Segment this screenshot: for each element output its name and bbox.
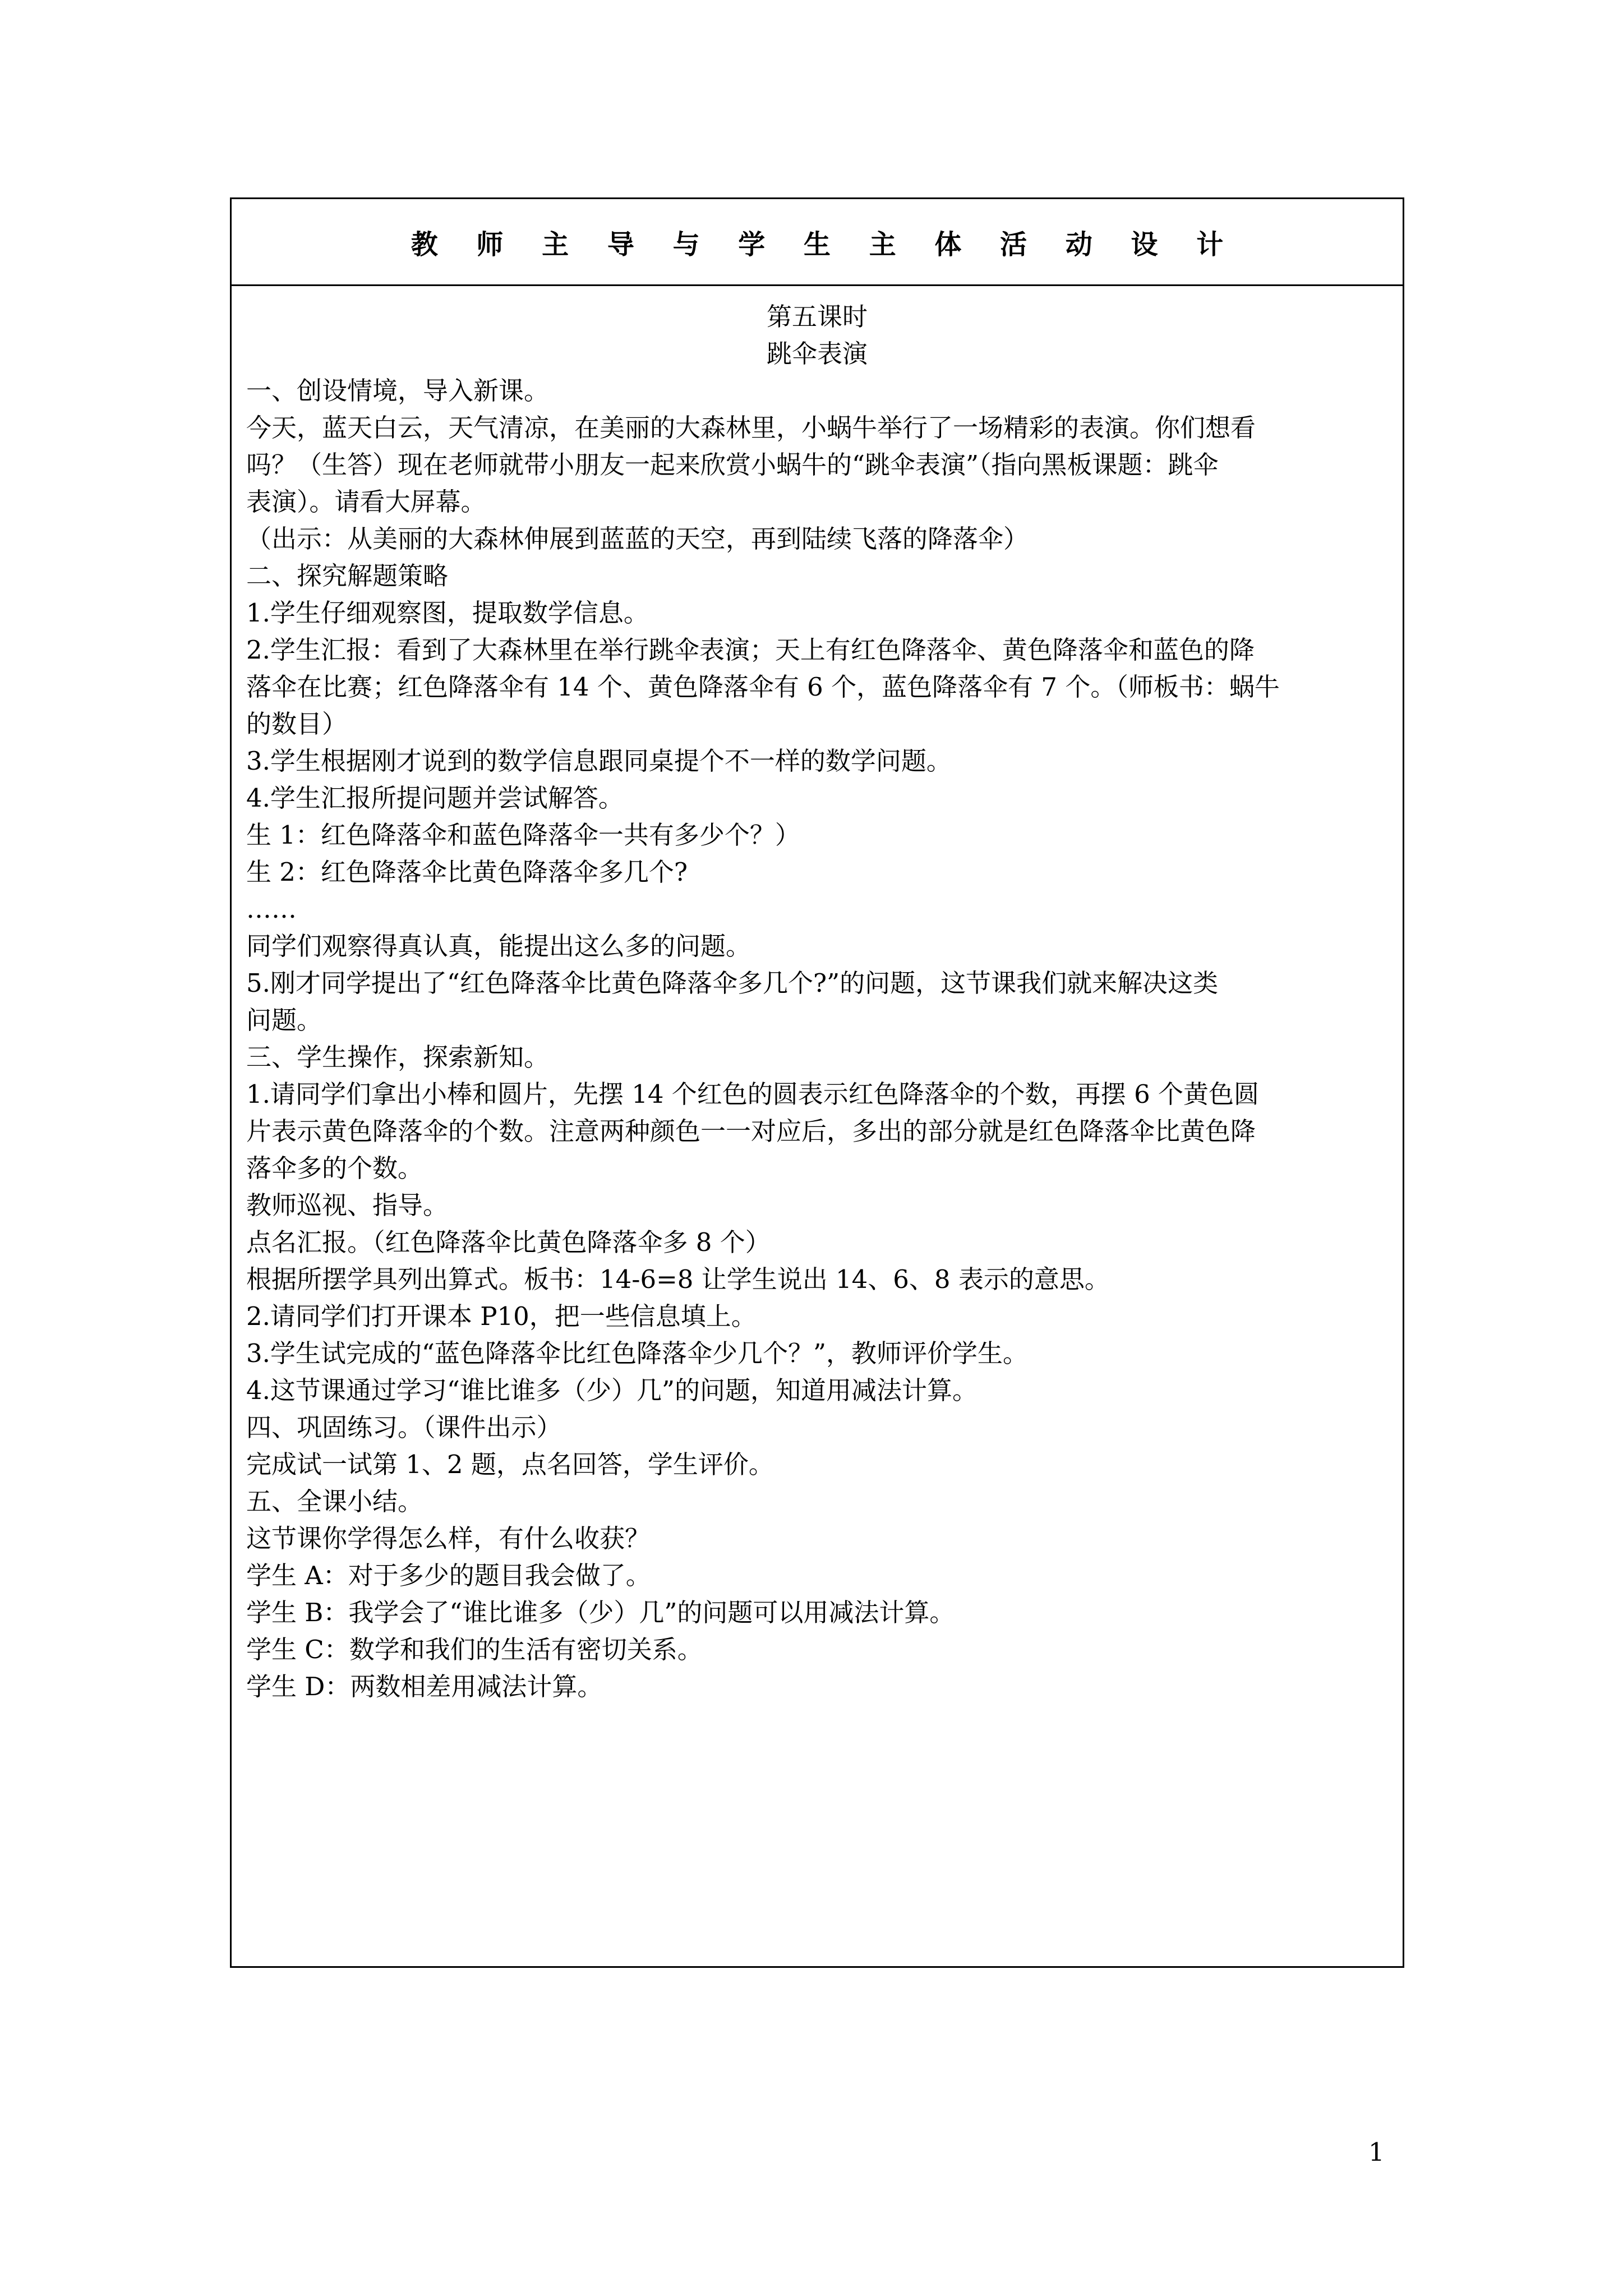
lesson-line: 同学们观察得真认真，能提出这么多的问题。 <box>246 931 751 961</box>
lesson-line: 1.学生仔细观察图，提取数学信息。 <box>246 598 649 628</box>
page-number: 1 <box>1368 2137 1385 2167</box>
lesson-line: 点名汇报。（红色降落伞比黄色降落伞多 8 个） <box>246 1227 771 1257</box>
lesson-line: 二、探究解题策略 <box>246 561 449 591</box>
lesson-line: 落伞多的个数。 <box>246 1153 423 1183</box>
lesson-line: 四、巩固练习。（课件出示） <box>246 1412 562 1442</box>
lesson-line: （出示：从美丽的大森林伸展到蓝蓝的天空，再到陆续飞落的降落伞） <box>246 524 1029 554</box>
lesson-line: 5.刚才同学提出了“红色降落伞比黄色降落伞多几个?”的问题，这节课我们就来解决这类 <box>246 968 1219 998</box>
lesson-line: 完成试一试第 1、2 题，点名回答，学生评价。 <box>246 1450 774 1479</box>
lesson-line: 3.学生根据刚才说到的数学信息跟同桌提个不一样的数学问题。 <box>246 746 952 776</box>
lesson-line: 学生 B：我学会了“谁比谁多（少）几”的问题可以用减法计算。 <box>246 1598 955 1627</box>
lesson-line: 1.请同学们拿出小棒和圆片，先摆 14 个红色的圆表示红色降落伞的个数，再摆 6 个黄色圆 <box>246 1079 1260 1109</box>
lesson-line: 五、全课小结。 <box>246 1487 423 1516</box>
lesson-line: 学生 A：对于多少的题目我会做了。 <box>246 1561 651 1590</box>
lesson-line: 片表示黄色降落伞的个数。注意两种颜色一一对应后，多出的部分就是红色降落伞比黄色降 <box>246 1116 1256 1146</box>
lesson-line: 教师巡视、指导。 <box>246 1190 449 1220</box>
lesson-line: 这节课你学得怎么样，有什么收获？ <box>246 1524 651 1553</box>
lesson-line: 生 1：红色降落伞和蓝色降落伞一共有多少个？） <box>246 820 800 850</box>
lesson-line: 三、学生操作，探索新知。 <box>246 1042 550 1072</box>
table-header-title: 教 师 主 导 与 学 生 主 体 活 动 设 计 <box>232 199 1403 286</box>
lesson-line: 落伞在比赛；红色降落伞有 14 个、黄色降落伞有 6 个，蓝色降落伞有 7 个。（师板书：蜗牛 <box>246 672 1280 702</box>
lesson-lines <box>246 372 1388 1705</box>
lesson-line: …… <box>246 894 297 924</box>
lesson-line: 今天，蓝天白云，天气清凉，在美丽的大森林里，小蜗牛举行了一场精彩的表演。你们想看 <box>246 413 1256 443</box>
lesson-line: 根据所摆学具列出算式。板书：14-6=8 让学生说出 14、6、8 表示的意思。 <box>246 1264 1110 1294</box>
lesson-title: 跳伞表演 <box>766 339 868 369</box>
lesson-line: 生 2：红色降落伞比黄色降落伞多几个? <box>246 857 688 887</box>
lesson-line: 表演）。请看大屏幕。 <box>246 487 486 517</box>
lesson-line: 问题。 <box>246 1005 322 1035</box>
lesson-line: 2.请同学们打开课本 P10，把一些信息填上。 <box>246 1301 757 1331</box>
lesson-line: 的数目） <box>246 709 348 739</box>
lesson-line: 吗？（生答）现在老师就带小朋友一起来欣赏小蜗牛的“跳伞表演”（指向黑板课题：跳伞 <box>246 450 1219 480</box>
lesson-line: 学生 C：数学和我们的生活有密切关系。 <box>246 1635 703 1664</box>
lesson-line: 2.学生汇报：看到了大森林里在举行跳伞表演；天上有红色降落伞、黄色降落伞和蓝色的降 <box>246 635 1255 665</box>
lesson-line: 4.学生汇报所提问题并尝试解答。 <box>246 783 624 813</box>
lesson-line: 一、创设情境，导入新课。 <box>246 376 550 406</box>
lesson-period: 第五课时 <box>766 302 868 332</box>
lesson-line: 学生 D：两数相差用减法计算。 <box>246 1672 603 1701</box>
lesson-line: 3.学生试完成的“蓝色降落伞比红色降落伞少几个？”，教师评价学生。 <box>246 1338 1028 1368</box>
lesson-plan-table <box>230 197 1404 1968</box>
lesson-line: 4.这节课通过学习“谁比谁多（少）几”的问题，知道用减法计算。 <box>246 1375 978 1405</box>
lesson-content <box>232 298 1403 1705</box>
